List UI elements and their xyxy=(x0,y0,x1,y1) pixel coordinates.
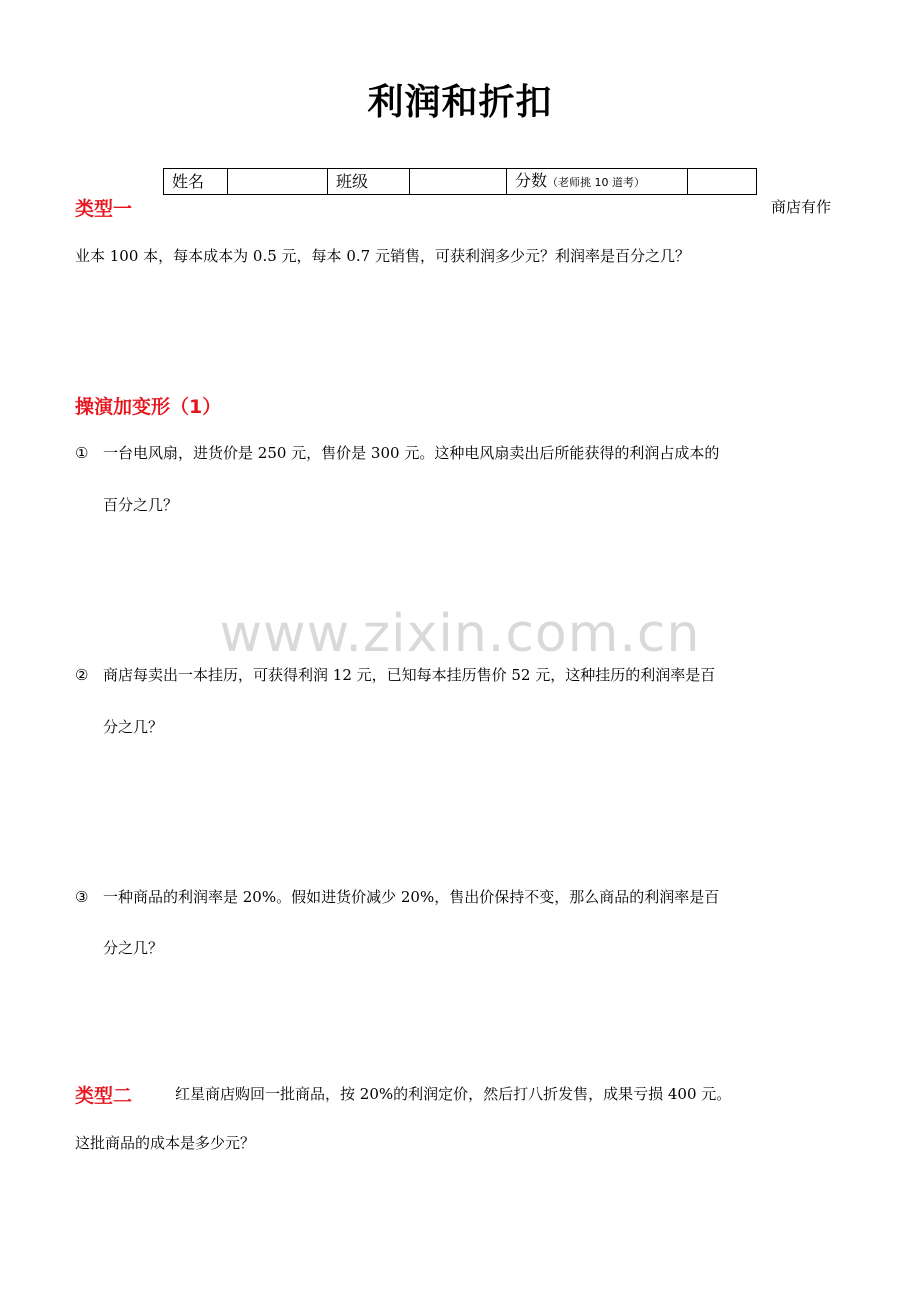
type2-line2: 这批商品的成本是多少元？ xyxy=(75,1134,256,1152)
practice1-heading: 操演加变形（1） xyxy=(75,396,222,418)
name-label: 姓名 xyxy=(164,169,228,195)
student-info-table xyxy=(163,168,757,195)
page-title: 利润和折扣 xyxy=(367,82,553,123)
type2-heading: 类型二 xyxy=(75,1085,133,1107)
score-field[interactable] xyxy=(688,169,757,195)
score-label-cell xyxy=(507,169,688,195)
class-label: 班级 xyxy=(328,169,410,195)
type1-line1-tail: 商店有作 xyxy=(771,198,832,216)
q3-mark: ③ xyxy=(75,888,89,906)
q1-line1: 一台电风扇，进货价是 250 元，售价是 300 元。这种电风扇卖出后所能获得的利润占成本的 xyxy=(103,444,720,462)
score-label: 分数 xyxy=(515,171,548,190)
name-field[interactable] xyxy=(228,169,328,195)
q1-line2: 百分之几？ xyxy=(103,496,179,514)
q2-line2: 分之几？ xyxy=(103,718,164,736)
q2-line1: 商店每卖出一本挂历，可获得利润 12 元，已知每本挂历售价 52 元，这种挂历的利润率是百 xyxy=(103,666,716,684)
q2-mark: ② xyxy=(75,666,89,684)
q3-line1: 一种商品的利润率是 20%。假如进货价减少 20%，售出价保持不变，那么商品的利润率是百 xyxy=(103,888,720,906)
type1-heading: 类型一 xyxy=(75,198,133,220)
q1-mark: ① xyxy=(75,444,89,462)
class-field[interactable] xyxy=(410,169,507,195)
q3-line2: 分之几？ xyxy=(103,939,164,957)
type1-line2: 业本 100 本，每本成本为 0.5 元，每本 0.7 元销售，可获利润多少元？利润率是百分之几？ xyxy=(75,247,690,265)
score-note: （老师挑 10 道考） xyxy=(547,176,646,189)
watermark: www.zixin.com.cn xyxy=(219,604,701,664)
type2-line1: 红星商店购回一批商品，按 20%的利润定价，然后打八折发售，成果亏损 400 元。 xyxy=(175,1085,732,1103)
